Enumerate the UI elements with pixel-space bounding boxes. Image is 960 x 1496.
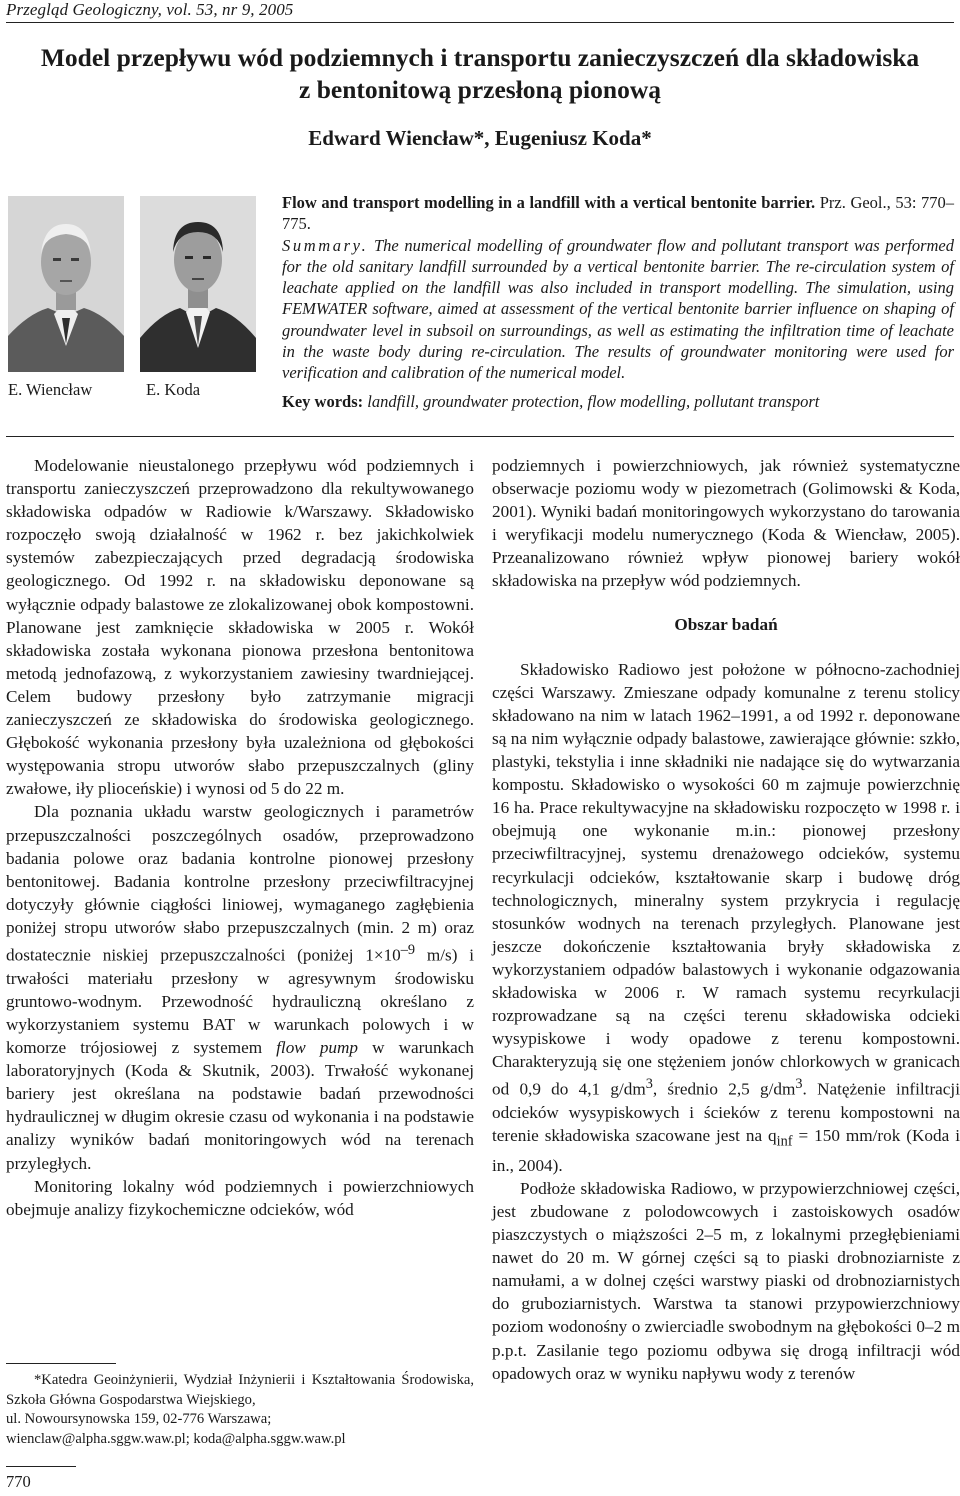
left-column: [6, 454, 474, 1221]
page-number: 770: [6, 1472, 31, 1491]
journal-header: Przegląd Geologiczny, vol. 53, nr 9, 2005: [6, 0, 294, 19]
title-line-2: z bentonitową przesłoną pionową: [299, 75, 661, 104]
author-photo-koda: [140, 196, 256, 372]
superscript-3b: 3: [795, 1076, 803, 1093]
right-paragraph-1: podziemnych i powierzchniowych, jak również systematyczne obserwacje poziomu wody w piezometrach (Golimowski & Koda, 2001). Wyniki badań monitoringowych wykorzystano do tarowania i weryfikacji modelu numerycznego (Koda & Wiencław, 2005). Przeanalizowano również wpływ pionowej bariery wokół składowiska na przepływ wód podziemnych.: [492, 456, 960, 591]
right-p2-part-a: Składowisko Radiowo jest położone w północno-zachodniej części Warszawy. Zmieszane odpady komunalne z terenu stolicy składowano na nim w latach 1962–1991, a od 1992 r. deponowane są na nim wyłącznie odpady balastowe, zawierające głównie: szkło, plastyki, tekstylia i inne składniki nie nadające się do wytwarzania kompostu. Składowisko o wysokości 60 m zajmuje powierzchnię 16 ha. Prace rekultywacyjne na składowisku rozpoczęto w 1998 r. i obejmują one wykonanie m.in.: pionowej przesłony przeciwfiltracyjnej, systemu drenażowego odcieków, systemu recyrkulacji odcieków, kształtowanie skarp i budowę dróg technologicznych, mineralny system przykrycia i regulację stosunków wodnych na terenach przyległych. Planowane jest jeszcze dokończenie kształtowania bryły składowiska z wykorzystaniem odpadów balastowych i wykonanie odgazowania składowiska w 2006 r. W ramach systemu recyrkulacji rozprowadzane są na części terenu składowiska odcieki wysypiskowe i wody opadowe z terenu kompostowni. Charakteryzują się one stężeniem jonów chlorkowych w granicach od 0,9 do 4,1 g/dm: [492, 659, 960, 1100]
right-p2-part-c: . Natężenie infiltracji odcieków wysypiskowych i ścieków z terenu kompostowni na terenie składowiska szacowane jest na q: [492, 1080, 960, 1146]
abstract-summary: [282, 235, 954, 384]
authors: Edward Wiencław*, Eugeniusz Koda*: [308, 126, 652, 150]
left-paragraph-2: [6, 800, 474, 1174]
right-p2-part-b: , średnio 2,5 g/dm: [652, 1080, 796, 1100]
left-p2-part-c: w warunkach laboratoryjnych (Koda & Skutnik, 2003). Trwałość wykonanej bariery jest określana na podstawie badań przewodności hydraulicznej w długim okresie czasu od wykonania i na podstawie analizy wyników badań monitoringowych wód na terenach przyległych.: [6, 1038, 474, 1173]
footnote: [6, 1371, 474, 1449]
header-rule: [6, 22, 954, 23]
footnote-affiliation: *Katedra Geoinżynierii, Wydział Inżynierii i Kształtowania Środowiska, Szkoła Główna Gospodarstwa Wiejskiego,: [6, 1372, 474, 1408]
superscript-3a: 3: [645, 1076, 653, 1093]
abstract-ref-title: Flow and transport modelling in a landfill with a vertical bentonite barrier.: [282, 193, 816, 212]
ten-base: 10: [383, 945, 401, 965]
left-p2-part-b: m/s) i trwałości materiału przesłony w agresywnym środowisku gruntowo-wodnym. Przewodność hydrauliczną określano z wykorzystaniem systemu BAT w warunkach polowych i w komorze trójosiowej z systemem: [6, 945, 474, 1058]
author-photo-wienclaw: [8, 196, 124, 372]
right-paragraph-3: Podłoże składowiska Radiowo, w przypowierzchniowej części, jest zbudowane z polodowcowych i zastoiskowych osadów piaszczystych o miąższości 2–5 m, z lokalnymi przegłębieniami nawet do 20 m. W górnej części są to piaski drobnoziarniste z namułami, a w dolnej części warstwy piaski od drobnoziarnistych do gruboziarnistych. Warstwa ta stanowi przypowierzchniowy poziom wodonośny o zwierciadle swobodnym na głębokości 0–2 m p.p.t. Zasilanie tego poziomu odbywa się drogą infiltracji wód opadowych oraz w wyniku napływu wody z terenów: [492, 1178, 960, 1383]
summary-heading: Summary.: [282, 235, 369, 255]
page-number-rule: [6, 1466, 76, 1467]
footnote-emails: wienclaw@alpha.sggw.waw.pl; koda@alpha.sggw.waw.pl: [6, 1430, 346, 1447]
article-title: [0, 42, 960, 106]
left-p2-part-a: Dla poznania układu warstw geologicznych i parametrów przepuszczalności poszczególnych osadów, przeprowadzono badania polowe oraz badania kontrolne pionowej przesłony bentonitowej. Badania kontrolne przesłony przeciwfiltracyjnej dotyczyły głównie ciągłości liniowej, wymaganego zagłębienia poniżej stropu utworów słabo przepuszczalnych (min. 2 m) oraz dostatecznie niskiej przepuszczalności (poniżej 1: [6, 802, 474, 965]
right-paragraph-2: [492, 658, 960, 1177]
left-paragraph-3: Monitoring lokalny wód podziemnych i powierzchniowych obejmuje analizy fizykochemiczne odcieków, wód: [6, 1176, 474, 1219]
subscript-inf: inf: [776, 1133, 793, 1150]
right-p2-part-d: = 150 mm/rok (Koda i in., 2004).: [492, 1126, 960, 1175]
keywords-text: landfill, groundwater protection, flow modelling, pollutant transport: [363, 392, 820, 411]
right-column: [492, 454, 960, 1385]
footnote-address: ul. Nowoursynowska 159, 02-776 Warszawa;: [6, 1411, 272, 1428]
keywords: [282, 392, 954, 412]
title-line-1: Model przepływu wód podziemnych i transportu zanieczyszczeń dla składowiska: [40, 43, 920, 72]
section-heading-obszar-badan: Obszar badań: [674, 614, 778, 634]
abstract-reference: [282, 192, 954, 235]
photo-caption-wienclaw: E. Wiencław: [8, 380, 93, 399]
abstract-ref-source: Prz. Geol., 53: 770–775.: [282, 193, 954, 234]
abstract-rule: [6, 436, 954, 437]
abstract: [282, 192, 954, 384]
left-paragraph-1: Modelowanie nieustalonego przepływu wód podziemnych i transportu zanieczyszczeń przeprowadzono dla rekultywowanego składowiska odpadów w Radiowie k/Warszawy. Składowisko rozpoczęło swoją działalność w 1962 r. bez jakichkolwiek systemów zabezpieczających przed degradacją środowiska geologicznego. Od 1992 r. na składowisku deponowane są wyłącznie odpady balastowe ze zlokalizowanej obok kompostowni. Planowane jest zamknięcie składowiska w 2005 r. Wokół składowiska została wykonana pionowa przesłona bentonitowa metodą jednofazową, z wykorzystaniem zawiesiny twardniejącej. Celem budowy przesłony było zatrzymanie migracji zanieczyszczeń ze składowiska do środowiska geologicznego. Głębokość wykonania przesłony była uzależniona od głębokości występowania stropu utworów słabo przepuszczalnych (gliny zwałowe, iły plioceńskie) i wynosi od 5 do 22 m.: [6, 456, 474, 799]
exponent: –9: [400, 941, 416, 958]
keywords-label: Key words:: [282, 392, 364, 411]
photo-caption-koda: E. Koda: [146, 380, 201, 399]
summary-text: The numerical modelling of groundwater flow and pollutant transport was performed for the old sanitary landfill surrounded by a vertical bentonite barrier. The re-circulation system of leachate applied on the landfill was also included in transport modelling. The simulation, using FEMWATER software, aimed at assessment of the vertical bentonite barrier influence on shaping of groundwater level in subsoil on surroundings, as well as estimating the infiltration time of leachate in the waste body during re-circulation. The results of groundwater monitoring were used for verification and calibration of the numerical model.: [282, 235, 954, 383]
footnote-rule: [6, 1363, 116, 1364]
flow-pump-term: flow pump: [276, 1038, 359, 1058]
times-sign: ×: [373, 945, 384, 965]
